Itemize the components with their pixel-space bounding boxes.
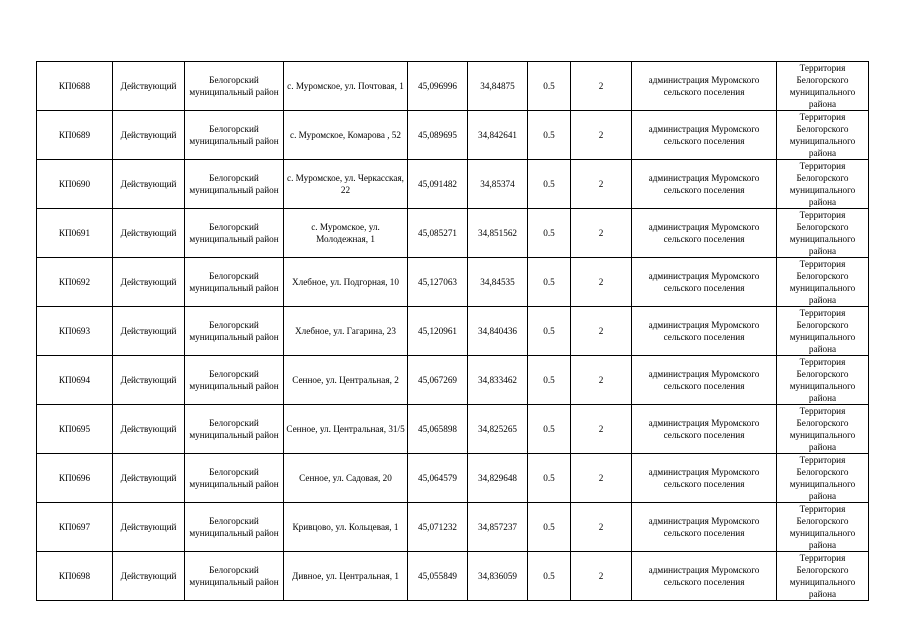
cell-owner: администрация Муромского сельского поселения bbox=[632, 503, 777, 552]
cell-count: 2 bbox=[571, 356, 632, 405]
cell-territory: Территория Белогорского муниципального района bbox=[777, 62, 869, 111]
table-row bbox=[37, 258, 869, 307]
cell-district: Белогорский муниципальный район bbox=[185, 62, 284, 111]
cell-address: с. Муромское, ул. Почтовая, 1 bbox=[284, 62, 408, 111]
cell-volume: 0.5 bbox=[528, 209, 571, 258]
cell-status: Действующий bbox=[113, 160, 185, 209]
cell-longitude: 34,829648 bbox=[468, 454, 528, 503]
cell-status: Действующий bbox=[113, 258, 185, 307]
cell-volume: 0.5 bbox=[528, 160, 571, 209]
cell-address: с. Муромское, ул. Молодежная, 1 bbox=[284, 209, 408, 258]
cell-count: 2 bbox=[571, 111, 632, 160]
table-row bbox=[37, 62, 869, 111]
cell-owner: администрация Муромского сельского поселения bbox=[632, 454, 777, 503]
cell-volume: 0.5 bbox=[528, 356, 571, 405]
cell-latitude: 45,055849 bbox=[408, 552, 468, 601]
cell-latitude: 45,065898 bbox=[408, 405, 468, 454]
cell-volume: 0.5 bbox=[528, 62, 571, 111]
cell-id: КП0693 bbox=[37, 307, 113, 356]
cell-longitude: 34,851562 bbox=[468, 209, 528, 258]
cell-count: 2 bbox=[571, 209, 632, 258]
cell-id: КП0691 bbox=[37, 209, 113, 258]
cell-owner: администрация Муромского сельского поселения bbox=[632, 552, 777, 601]
cell-owner: администрация Муромского сельского поселения bbox=[632, 111, 777, 160]
cell-status: Действующий bbox=[113, 552, 185, 601]
cell-status: Действующий bbox=[113, 356, 185, 405]
table-row bbox=[37, 111, 869, 160]
cell-longitude: 34,84535 bbox=[468, 258, 528, 307]
cell-volume: 0.5 bbox=[528, 454, 571, 503]
cell-id: КП0694 bbox=[37, 356, 113, 405]
cell-status: Действующий bbox=[113, 62, 185, 111]
cell-owner: администрация Муромского сельского поселения bbox=[632, 356, 777, 405]
collection-points-table bbox=[36, 61, 869, 601]
cell-count: 2 bbox=[571, 160, 632, 209]
cell-longitude: 34,85374 bbox=[468, 160, 528, 209]
cell-address: Дивное, ул. Центральная, 1 bbox=[284, 552, 408, 601]
cell-district: Белогорский муниципальный район bbox=[185, 160, 284, 209]
cell-volume: 0.5 bbox=[528, 258, 571, 307]
cell-territory: Территория Белогорского муниципального района bbox=[777, 160, 869, 209]
cell-district: Белогорский муниципальный район bbox=[185, 356, 284, 405]
cell-owner: администрация Муромского сельского поселения bbox=[632, 258, 777, 307]
cell-volume: 0.5 bbox=[528, 405, 571, 454]
cell-territory: Территория Белогорского муниципального района bbox=[777, 356, 869, 405]
cell-owner: администрация Муромского сельского поселения bbox=[632, 62, 777, 111]
cell-volume: 0.5 bbox=[528, 111, 571, 160]
cell-latitude: 45,127063 bbox=[408, 258, 468, 307]
cell-longitude: 34,825265 bbox=[468, 405, 528, 454]
cell-id: КП0689 bbox=[37, 111, 113, 160]
cell-latitude: 45,091482 bbox=[408, 160, 468, 209]
cell-district: Белогорский муниципальный район bbox=[185, 111, 284, 160]
cell-longitude: 34,857237 bbox=[468, 503, 528, 552]
cell-longitude: 34,840436 bbox=[468, 307, 528, 356]
cell-count: 2 bbox=[571, 454, 632, 503]
cell-district: Белогорский муниципальный район bbox=[185, 503, 284, 552]
table-row bbox=[37, 405, 869, 454]
cell-district: Белогорский муниципальный район bbox=[185, 209, 284, 258]
cell-latitude: 45,064579 bbox=[408, 454, 468, 503]
cell-status: Действующий bbox=[113, 454, 185, 503]
cell-status: Действующий bbox=[113, 405, 185, 454]
cell-district: Белогорский муниципальный район bbox=[185, 307, 284, 356]
cell-status: Действующий bbox=[113, 111, 185, 160]
cell-territory: Территория Белогорского муниципального района bbox=[777, 258, 869, 307]
cell-latitude: 45,096996 bbox=[408, 62, 468, 111]
cell-latitude: 45,067269 bbox=[408, 356, 468, 405]
cell-count: 2 bbox=[571, 62, 632, 111]
table-row bbox=[37, 160, 869, 209]
cell-address: Хлебное, ул. Гагарина, 23 bbox=[284, 307, 408, 356]
cell-address: Сенное, ул. Центральная, 2 bbox=[284, 356, 408, 405]
cell-count: 2 bbox=[571, 307, 632, 356]
cell-longitude: 34,842641 bbox=[468, 111, 528, 160]
cell-id: КП0696 bbox=[37, 454, 113, 503]
cell-status: Действующий bbox=[113, 503, 185, 552]
cell-territory: Территория Белогорского муниципального района bbox=[777, 111, 869, 160]
cell-longitude: 34,836059 bbox=[468, 552, 528, 601]
cell-owner: администрация Муромского сельского поселения bbox=[632, 405, 777, 454]
cell-address: Кривцово, ул. Кольцевая, 1 bbox=[284, 503, 408, 552]
cell-territory: Территория Белогорского муниципального района bbox=[777, 405, 869, 454]
cell-latitude: 45,089695 bbox=[408, 111, 468, 160]
table-row bbox=[37, 356, 869, 405]
cell-district: Белогорский муниципальный район bbox=[185, 258, 284, 307]
cell-count: 2 bbox=[571, 552, 632, 601]
cell-latitude: 45,085271 bbox=[408, 209, 468, 258]
cell-address: Сенное, ул. Центральная, 31/5 bbox=[284, 405, 408, 454]
cell-territory: Территория Белогорского муниципального района bbox=[777, 454, 869, 503]
cell-district: Белогорский муниципальный район bbox=[185, 454, 284, 503]
table-row bbox=[37, 209, 869, 258]
cell-id: КП0688 bbox=[37, 62, 113, 111]
cell-volume: 0.5 bbox=[528, 307, 571, 356]
cell-latitude: 45,120961 bbox=[408, 307, 468, 356]
cell-longitude: 34,833462 bbox=[468, 356, 528, 405]
cell-volume: 0.5 bbox=[528, 503, 571, 552]
cell-district: Белогорский муниципальный район bbox=[185, 552, 284, 601]
cell-address: Сенное, ул. Садовая, 20 bbox=[284, 454, 408, 503]
cell-address: с. Муромское, Комарова , 52 bbox=[284, 111, 408, 160]
table-row bbox=[37, 454, 869, 503]
cell-count: 2 bbox=[571, 258, 632, 307]
cell-status: Действующий bbox=[113, 307, 185, 356]
cell-district: Белогорский муниципальный район bbox=[185, 405, 284, 454]
cell-territory: Территория Белогорского муниципального района bbox=[777, 307, 869, 356]
cell-owner: администрация Муромского сельского поселения bbox=[632, 209, 777, 258]
cell-owner: администрация Муромского сельского поселения bbox=[632, 307, 777, 356]
cell-status: Действующий bbox=[113, 209, 185, 258]
table-row bbox=[37, 503, 869, 552]
cell-territory: Территория Белогорского муниципального района bbox=[777, 503, 869, 552]
cell-id: КП0695 bbox=[37, 405, 113, 454]
cell-id: КП0692 bbox=[37, 258, 113, 307]
cell-count: 2 bbox=[571, 405, 632, 454]
cell-territory: Территория Белогорского муниципального района bbox=[777, 209, 869, 258]
cell-id: КП0697 bbox=[37, 503, 113, 552]
cell-owner: администрация Муромского сельского поселения bbox=[632, 160, 777, 209]
table-row bbox=[37, 552, 869, 601]
cell-address: с. Муромское, ул. Черкасская, 22 bbox=[284, 160, 408, 209]
cell-territory: Территория Белогорского муниципального района bbox=[777, 552, 869, 601]
cell-id: КП0690 bbox=[37, 160, 113, 209]
cell-count: 2 bbox=[571, 503, 632, 552]
cell-latitude: 45,071232 bbox=[408, 503, 468, 552]
cell-longitude: 34,84875 bbox=[468, 62, 528, 111]
cell-volume: 0.5 bbox=[528, 552, 571, 601]
cell-id: КП0698 bbox=[37, 552, 113, 601]
table-row bbox=[37, 307, 869, 356]
cell-address: Хлебное, ул. Подгорная, 10 bbox=[284, 258, 408, 307]
